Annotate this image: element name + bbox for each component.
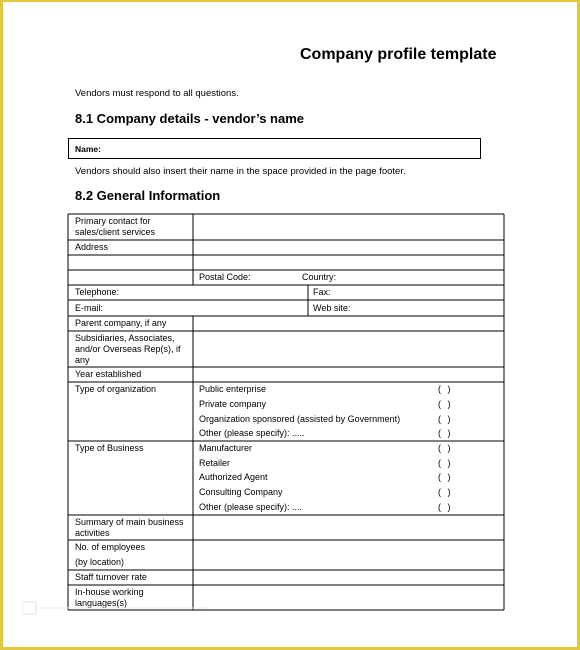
label-address: Address xyxy=(75,242,109,252)
option-business-other: Other (please specify): .... xyxy=(199,502,303,512)
label-website: Web site: xyxy=(313,303,351,313)
option-private-company: Private company xyxy=(199,399,267,409)
label-fax: Fax: xyxy=(313,287,331,297)
option-retailer: Retailer xyxy=(199,458,231,468)
label-summary-activities: Summary of main business activities xyxy=(75,517,184,538)
checkbox-business-other[interactable]: ( ) xyxy=(438,502,453,512)
vendor-name-field[interactable] xyxy=(68,138,481,159)
label-subsidiaries: Subsidiaries, Associates, and/or Overseas Rep(s), if any xyxy=(75,333,181,365)
label-type-of-organization: Type of organization xyxy=(75,384,157,394)
label-working-languages: In-house working languages(s) xyxy=(75,587,144,608)
section-heading-company-details: 8.1 Company details - vendor’s name xyxy=(75,111,305,126)
footer-note: Vendors should also insert their name in the space provided in the page footer. xyxy=(75,166,406,177)
label-staff-turnover: Staff turnover rate xyxy=(75,572,147,582)
label-primary-contact: Primary contact for sales/client services xyxy=(75,216,156,237)
label-number-of-employees: No. of employees xyxy=(75,542,146,552)
option-organization-other: Other (please specify): ..... xyxy=(199,428,305,438)
option-manufacturer: Manufacturer xyxy=(199,443,253,453)
option-authorized-agent: Authorized Agent xyxy=(199,472,268,482)
checkbox-consulting-company[interactable]: ( ) xyxy=(438,487,453,497)
checkbox-government-sponsored[interactable]: ( ) xyxy=(438,414,453,424)
checkbox-manufacturer[interactable]: ( ) xyxy=(438,443,453,453)
checkbox-retailer[interactable]: ( ) xyxy=(438,458,453,468)
option-public-enterprise: Public enterprise xyxy=(199,384,267,394)
checkbox-organization-other[interactable]: ( ) xyxy=(438,428,453,438)
document-title: Company profile template xyxy=(300,46,497,63)
label-country: Country: xyxy=(302,272,337,282)
label-telephone: Telephone: xyxy=(75,287,120,297)
label-by-location: (by location) xyxy=(75,557,125,567)
label-year-established: Year established xyxy=(75,369,142,379)
label-email: E-mail: xyxy=(75,303,104,313)
label-postal-code: Postal Code: xyxy=(199,272,251,282)
checkbox-public-enterprise[interactable]: ( ) xyxy=(438,384,453,394)
label-parent-company: Parent company, if any xyxy=(75,318,167,328)
checkbox-authorized-agent[interactable]: ( ) xyxy=(438,472,453,482)
option-consulting-company: Consulting Company xyxy=(199,487,283,497)
vendor-name-label: Name: xyxy=(75,144,101,154)
watermark-graphic xyxy=(22,600,212,616)
intro-text: Vendors must respond to all questions. xyxy=(75,88,239,99)
label-type-of-business: Type of Business xyxy=(75,443,144,453)
checkbox-private-company[interactable]: ( ) xyxy=(438,399,453,409)
section-heading-general-information: 8.2 General Information xyxy=(75,188,221,203)
option-government-sponsored: Organization sponsored (assisted by Government) xyxy=(199,414,401,424)
